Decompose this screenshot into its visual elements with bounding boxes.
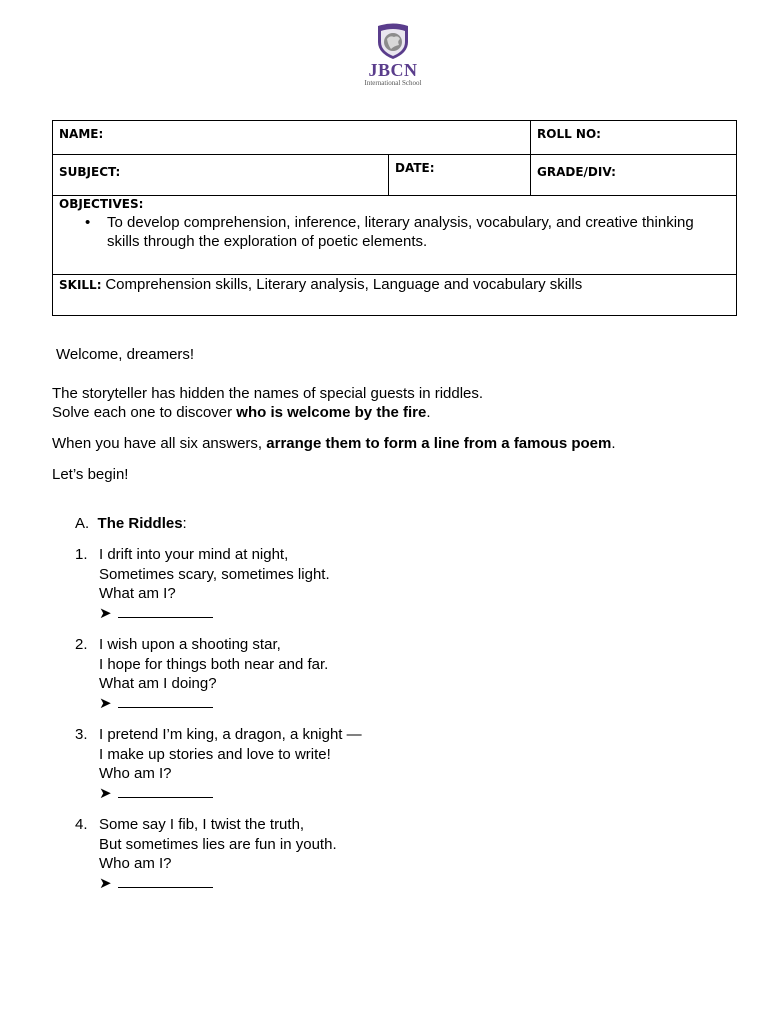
intro-line-1: The storyteller has hidden the names of special guests in riddles. xyxy=(52,385,484,402)
arrow-icon: ➤ xyxy=(99,874,112,892)
answer-row xyxy=(99,694,328,714)
riddle-line: Some say I fib, I twist the truth, xyxy=(99,816,305,833)
instruction-paragraph: When you have all six answers, arrange them to form a line from a famous poem. xyxy=(52,435,616,452)
skill-label: SKILL: xyxy=(59,278,102,292)
riddle-line: I wish upon a shooting star, xyxy=(99,636,281,653)
roll-no-label: ROLL NO: xyxy=(537,127,601,141)
arrow-icon: ➤ xyxy=(99,784,112,802)
section-letter: A. xyxy=(75,515,90,532)
riddle-line: Sometimes scary, sometimes light. xyxy=(99,565,330,583)
answer-row xyxy=(99,874,337,894)
objectives-cell xyxy=(53,196,737,275)
intro-line-2-emphasis: who is welcome by the fire xyxy=(236,404,427,421)
intro-line-2: Solve each one to discover who is welcome by the fire. xyxy=(52,404,431,421)
objectives-list xyxy=(59,213,730,251)
school-logo xyxy=(350,22,436,92)
logo-name: JBCN xyxy=(368,60,418,80)
student-info-table xyxy=(52,120,737,316)
answer-row xyxy=(99,604,330,624)
riddle-line: I pretend I’m king, a dragon, a knight — xyxy=(99,726,362,743)
skill-text: Comprehension skills, Literary analysis, Language and vocabulary skills xyxy=(105,276,583,293)
riddle-number: 3. xyxy=(75,726,88,743)
intro-paragraph xyxy=(52,384,742,422)
objectives-label: OBJECTIVES: xyxy=(59,197,144,211)
riddle-line: But sometimes lies are fun in youth. xyxy=(99,835,337,853)
grade-div-cell[interactable] xyxy=(531,155,737,196)
riddle-number: 4. xyxy=(75,816,88,833)
riddle-line: Who am I? xyxy=(99,765,172,782)
answer-blank[interactable] xyxy=(118,695,213,708)
section-heading: A. The Riddles: xyxy=(75,515,187,532)
answer-blank[interactable] xyxy=(118,875,213,888)
riddle-line: I hope for things both near and far. xyxy=(99,655,329,673)
riddle-number: 2. xyxy=(75,636,88,653)
objective-item: • To develop comprehension, inference, literary analysis, vocabulary, and creative thinking skills through the exploration of poetic elements. xyxy=(107,213,730,251)
section-title: The Riddles xyxy=(97,515,183,532)
skill-cell xyxy=(53,275,737,316)
answer-blank[interactable] xyxy=(118,785,213,798)
riddle-line: What am I doing? xyxy=(99,675,217,692)
logo-subtitle: International School xyxy=(364,79,422,87)
arrow-icon: ➤ xyxy=(99,604,112,622)
riddle-number: 1. xyxy=(75,546,88,563)
grade-div-label: GRADE/DIV: xyxy=(537,165,616,179)
lets-begin-text: Let’s begin! xyxy=(52,466,129,483)
riddle-line: I drift into your mind at night, xyxy=(99,546,289,563)
instruction-emphasis: arrange them to form a line from a famous poem xyxy=(266,435,612,452)
riddle-line: I make up stories and love to write! xyxy=(99,745,331,763)
answer-blank[interactable] xyxy=(118,605,213,618)
date-label: DATE: xyxy=(395,161,435,175)
name-label: NAME: xyxy=(59,127,104,141)
riddle-line: Who am I? xyxy=(99,855,172,872)
welcome-text: Welcome, dreamers! xyxy=(56,346,195,363)
roll-no-cell[interactable] xyxy=(531,121,737,155)
answer-row xyxy=(99,784,362,804)
shield-icon xyxy=(375,22,411,60)
subject-cell[interactable] xyxy=(53,155,389,196)
subject-label: SUBJECT: xyxy=(59,165,121,179)
date-cell[interactable] xyxy=(389,155,531,196)
riddle-line: What am I? xyxy=(99,585,176,602)
arrow-icon: ➤ xyxy=(99,694,112,712)
name-cell[interactable] xyxy=(53,121,531,155)
